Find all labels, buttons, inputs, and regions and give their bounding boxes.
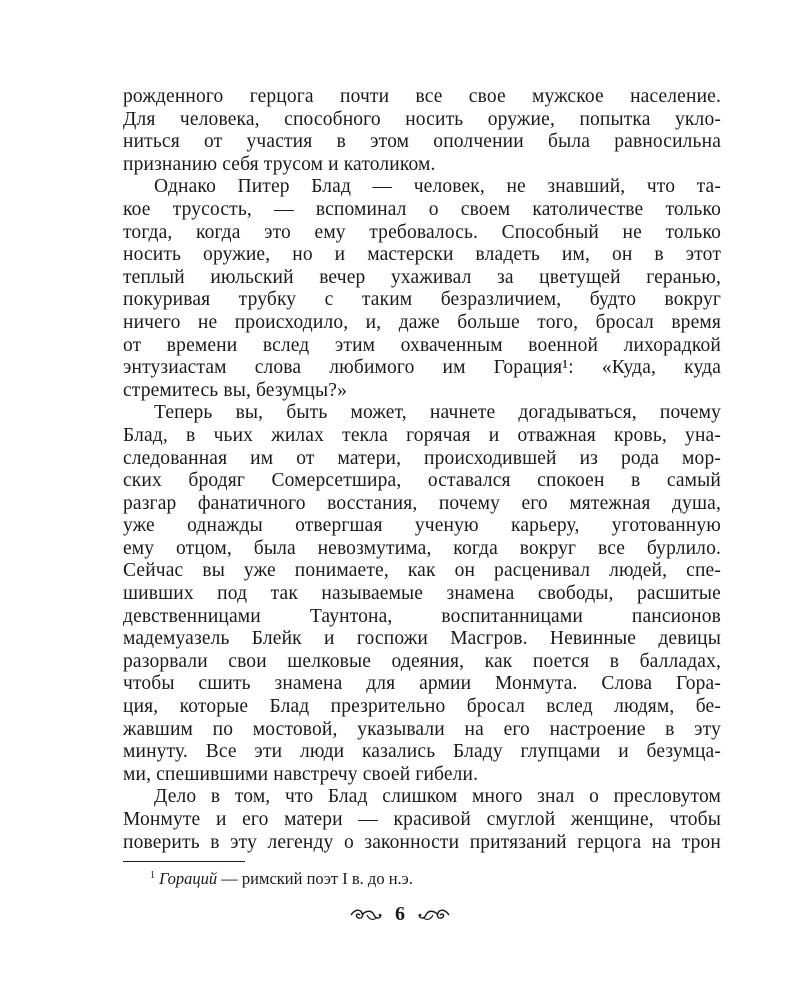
text-line: поверить в эту легенду о законности притязаний герцога на трон bbox=[123, 831, 721, 853]
text-line: ниться от участия в этом ополчении была равносильна bbox=[123, 131, 721, 153]
body-text bbox=[123, 86, 721, 854]
text-line: Однако Питер Блад — человек, не знавший, что та- bbox=[154, 176, 721, 198]
text-line: разгар фанатичного восстания, почему его мятежная душа, bbox=[123, 492, 721, 514]
text-line: покуривая трубку с таким безразличием, будто вокруг bbox=[123, 289, 721, 311]
text-line: следованная им от матери, происходившей из рода мор- bbox=[123, 447, 721, 469]
text-line: чтобы сшить знамена для армии Монмута. Слова Гора- bbox=[123, 673, 721, 695]
footnote-divider bbox=[123, 861, 245, 862]
text-line: признанию себя трусом и католиком. bbox=[123, 153, 436, 175]
text-line: тогда, когда это ему требовалось. Способный не только bbox=[123, 221, 721, 243]
text-line: от времени вслед этим охваченным военной лихорадкой bbox=[123, 334, 721, 356]
text-line: носить оружие, но и мастерски владеть им, он в этот bbox=[123, 244, 721, 266]
text-line: Блад, в чьих жилах текла горячая и отважная кровь, уна- bbox=[123, 424, 721, 446]
text-line: минуту. Все эти люди казались Бладу глупцами и безумца- bbox=[123, 741, 721, 763]
page-number: 6 bbox=[395, 903, 405, 925]
text-line: энтузиастам слова любимого им Горация¹: «Куда, куда bbox=[123, 357, 721, 379]
footnote bbox=[150, 869, 413, 889]
text-line: ми, спешившими навстречу своей гибели. bbox=[123, 763, 479, 785]
text-line: рожденного герцога почти все свое мужское население. bbox=[123, 86, 721, 107]
text-line: Для человека, способного носить оружие, попытка укло- bbox=[123, 108, 721, 130]
text-line: кое трусость, — вспоминал о своем католичестве только bbox=[123, 198, 721, 220]
page-folio bbox=[0, 903, 800, 926]
text-line: уже однажды отвергшая ученую карьеру, уготованную bbox=[123, 515, 721, 537]
footnote-term: Гораций bbox=[159, 869, 218, 888]
text-line: теплый июльский вечер ухаживал за цветущей геранью, bbox=[123, 266, 721, 288]
text-line: Сейчас вы уже понимаете, как он расценивал людей, спе- bbox=[123, 560, 721, 582]
text-line: ция, которые Блад презрительно бросал вслед людям, бе- bbox=[123, 696, 721, 718]
text-line: жавшим по мостовой, указывали на его настроение в эту bbox=[123, 718, 721, 740]
ornament-left-icon bbox=[349, 907, 383, 923]
text-line: ских бродяг Сомерсетшира, оставался спокоен в самый bbox=[123, 470, 721, 492]
text-line: девственницами Таунтона, воспитанницами пансионов bbox=[123, 605, 721, 627]
text-line: Монмуте и его матери — красивой смуглой женщине, чтобы bbox=[123, 809, 721, 830]
text-line: Теперь вы, быть может, начнете догадываться, почему bbox=[154, 402, 721, 424]
footnote-text: — римский поэт I в. до н.э. bbox=[217, 869, 413, 888]
text-line: шивших под так называемые знамена свободы, расшитые bbox=[123, 583, 721, 605]
text-line: ему отцом, была невозмутима, когда вокруг все бурлило. bbox=[123, 537, 721, 559]
footnote-marker: 1 bbox=[150, 870, 155, 881]
text-line: Дело в том, что Блад слишком много знал о пресловутом bbox=[154, 786, 721, 808]
text-line: разорвали свои шелковые одеяния, как поется в балладах, bbox=[123, 650, 721, 672]
text-line: ничего не происходило, и, даже больше того, бросал время bbox=[123, 311, 721, 333]
ornament-right-icon bbox=[417, 907, 451, 923]
text-line: стремитесь вы, безумцы?» bbox=[123, 379, 347, 401]
text-line: мадемуазель Блейк и госпожи Масгров. Невинные девицы bbox=[123, 628, 721, 650]
